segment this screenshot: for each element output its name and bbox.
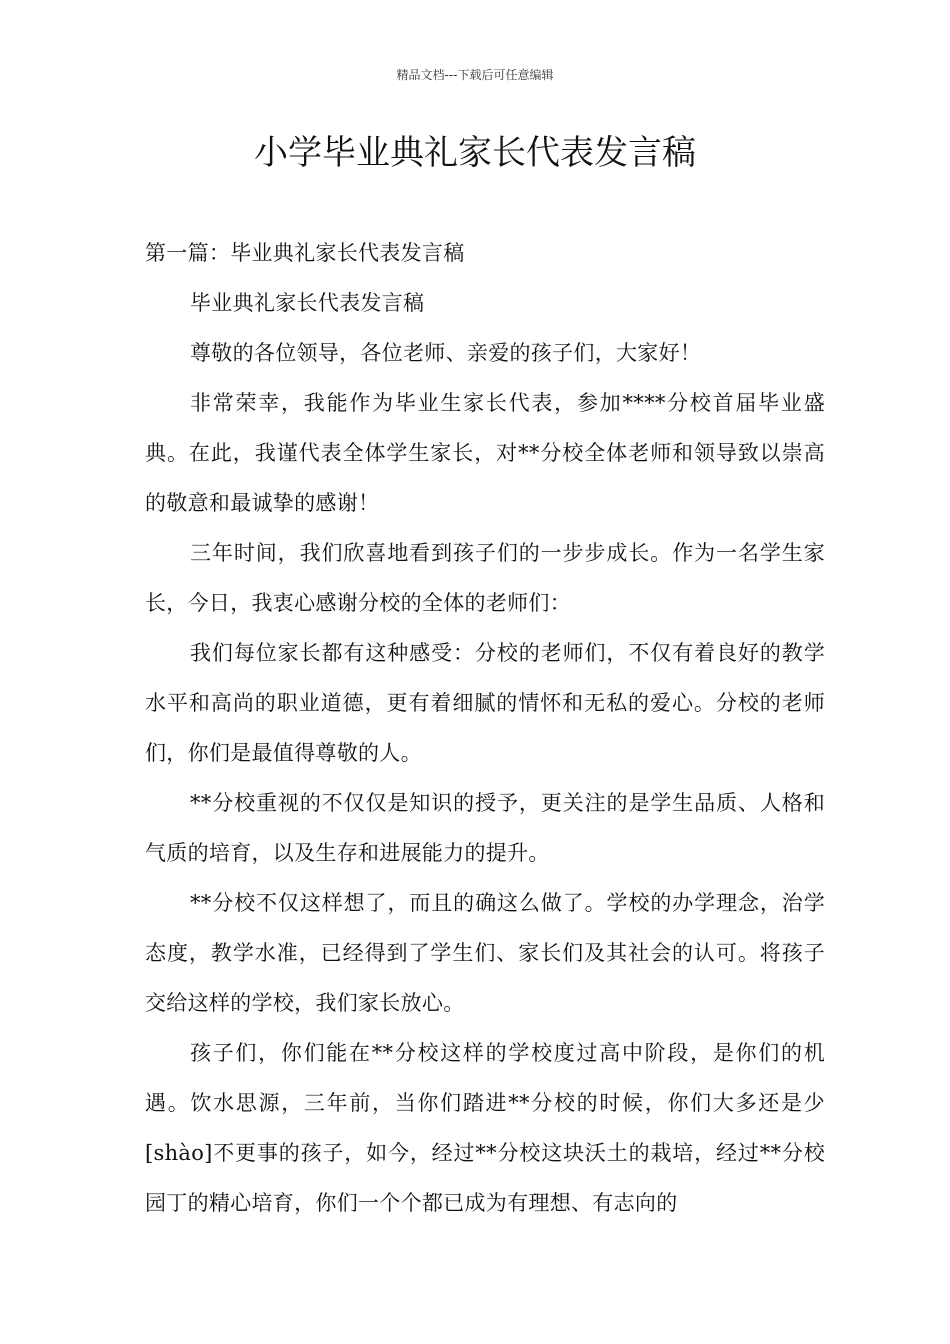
body-paragraph: **分校不仅这样想了，而且的确这么做了。学校的办学理念，治学态度，教学水准，已经得到了学生们、家长们及其社会的认可。将孩子交给这样的学校，我们家长放心。 bbox=[145, 891, 825, 1015]
body-paragraph: **分校重视的不仅仅是知识的授予，更关注的是学生品质、人格和气质的培育，以及生存和进展能力的提升。 bbox=[145, 791, 825, 865]
body-paragraph: 三年时间，我们欣喜地看到孩子们的一步步成长。作为一名学生家长，今日，我衷心感谢分校的全体的老师们： bbox=[145, 541, 825, 615]
document-title: 小学毕业典礼家长代表发言稿 bbox=[254, 133, 696, 173]
body-paragraph: 我们每位家长都有这种感受：分校的老师们，不仅有着良好的教学水平和高尚的职业道德，更有着细腻的情怀和无私的爱心。分校的老师们，你们是最值得尊敬的人。 bbox=[145, 641, 825, 765]
header-note: 精品文档---下载后可任意编辑 bbox=[396, 68, 554, 82]
body-paragraph: 非常荣幸，我能作为毕业生家长代表，参加****分校首届毕业盛典。在此，我谨代表全体学生家长，对**分校全体老师和领导致以崇高的敬意和最诚挚的感谢！ bbox=[145, 391, 825, 515]
greeting-paragraph: 尊敬的各位领导，各位老师、亲爱的孩子们，大家好！ bbox=[190, 341, 702, 365]
document-body bbox=[145, 228, 825, 1228]
body-paragraph: 孩子们，你们能在**分校这样的学校度过高中阶段，是你们的机遇。饮水思源，三年前，当你们踏进**分校的时候，你们大多还是少[shào]不更事的孩子，如今，经过**分校这块沃土的栽培，经过**分校园丁的精心培育，你们一个个都已成为有理想、有志向的 bbox=[145, 1041, 825, 1215]
section-heading: 第一篇：毕业典礼家长代表发言稿 bbox=[145, 241, 465, 265]
subtitle-paragraph: 毕业典礼家长代表发言稿 bbox=[190, 291, 425, 315]
